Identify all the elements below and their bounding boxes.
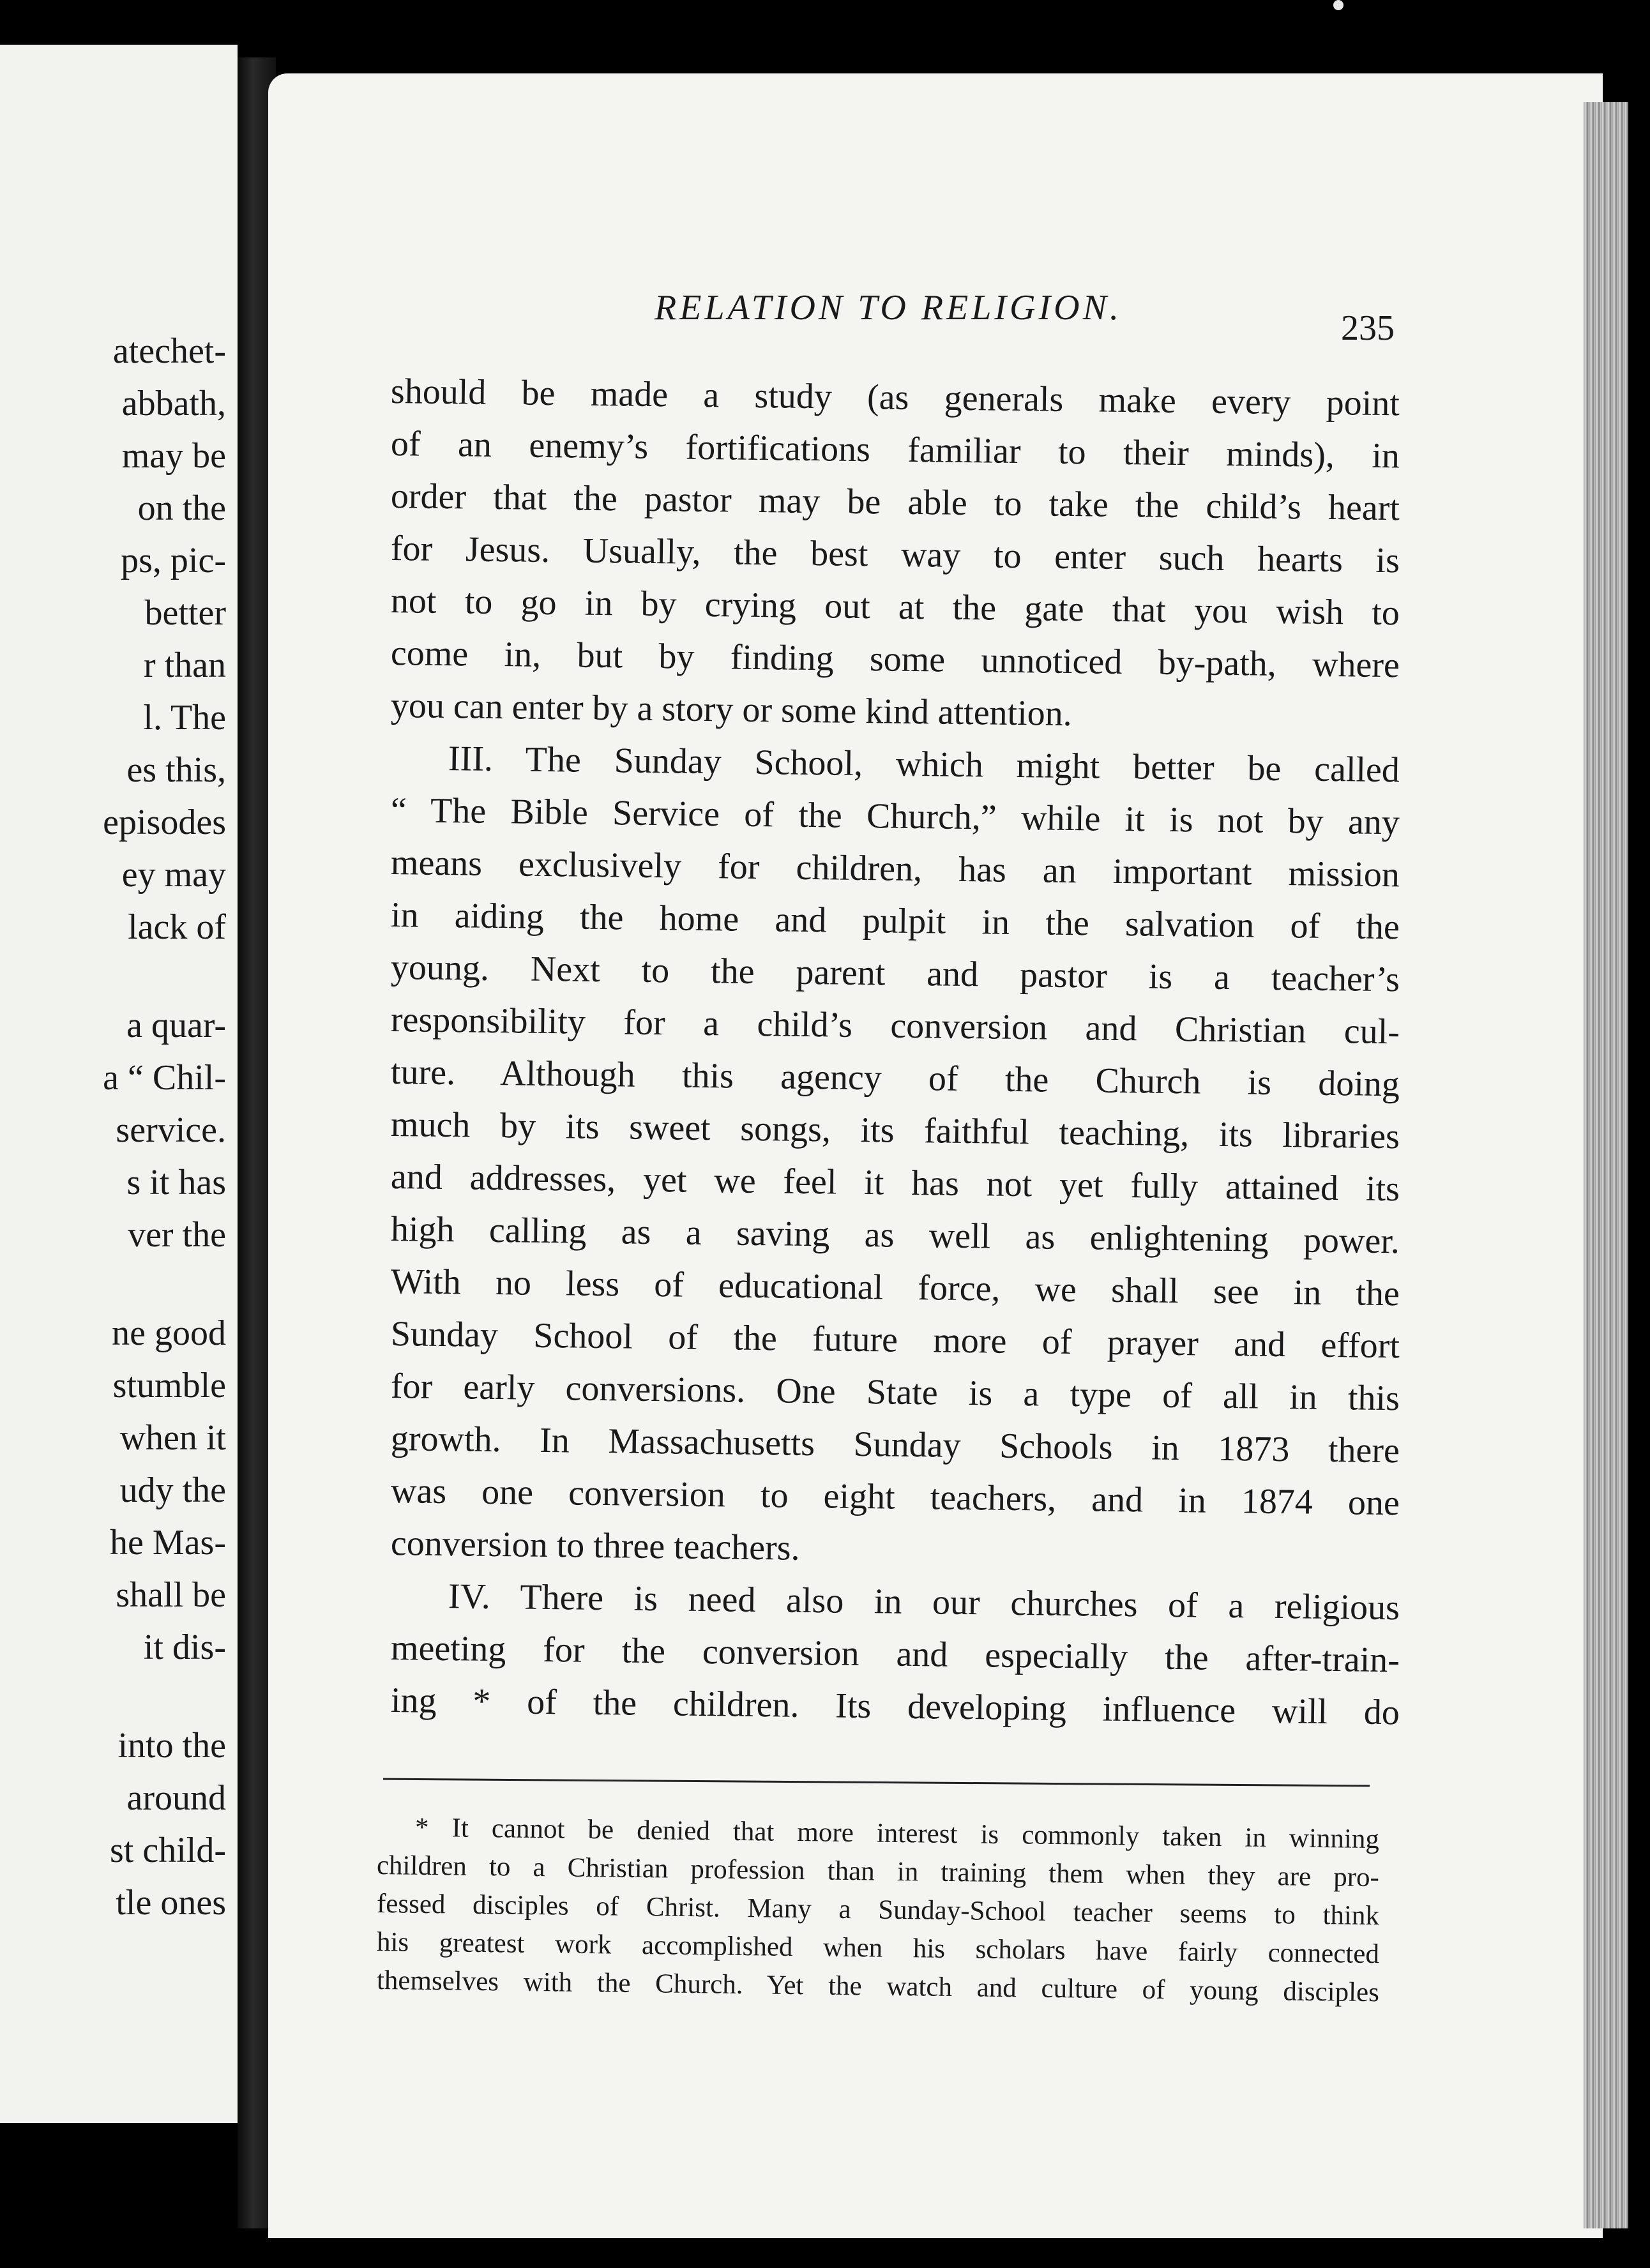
left-page-line: into the [117, 1726, 226, 1765]
scan-speck [1333, 0, 1343, 10]
body-line: III. The Sunday School, which might better be called [448, 739, 1400, 790]
page-edges [1584, 102, 1628, 2228]
left-page-line: around [126, 1778, 226, 1818]
body-line: you can enter by a story or some kind attention. [390, 686, 1073, 734]
left-page-line: tle ones [116, 1883, 226, 1923]
body-line: come in, but by finding some unnoticed by-path, where [390, 633, 1400, 686]
body-line: Sunday School of the future more of prayer and effort [390, 1314, 1400, 1366]
footnote [376, 1808, 1380, 2008]
left-page-line: episodes [103, 803, 226, 842]
body-line: ing * of the children. Its developing influence will do [390, 1681, 1400, 1733]
left-page-line: shall be [116, 1575, 226, 1615]
left-page-line: it dis- [143, 1628, 226, 1667]
body-line: With no less of educational force, we shall see in the [390, 1262, 1400, 1314]
footnote-line: fessed disciples of Christ. Many a Sunday-School teacher seems to think [376, 1889, 1380, 1932]
body-line: growth. In Massachusetts Sunday Schools in 1873 there [390, 1419, 1400, 1471]
left-page-line: ps, pic- [121, 541, 226, 580]
left-page-line: abbath, [121, 384, 226, 423]
left-page-line: on the [137, 488, 226, 528]
body-line: of an enemy’s fortifications familiar to their minds), in [390, 424, 1400, 476]
body-line: IV. There is need also in our churches of a religious [448, 1576, 1400, 1628]
left-page-line: may be [121, 436, 226, 476]
left-page-line: stumble [112, 1366, 226, 1405]
left-page-line: es this, [126, 750, 226, 790]
body-line: much by its sweet songs, its faithful teaching, its libraries [390, 1105, 1400, 1157]
body-line: for early conversions. One State is a type of all in this [390, 1366, 1400, 1419]
body-text [390, 365, 1400, 1733]
body-line: responsibility for a child’s conversion and Christian cul- [390, 1000, 1400, 1052]
body-line: “ The Bible Service of the Church,” while it is not by any [390, 790, 1400, 843]
left-page-line: when it [119, 1418, 226, 1458]
body-line: for Jesus. Usually, the best way to enter such hearts is [390, 529, 1400, 581]
body-line: in aiding the home and pulpit in the salvation of the [390, 895, 1400, 948]
left-page-line: better [144, 593, 226, 633]
footnote-line: themselves with the Church. Yet the watch and culture of young disciples [376, 1965, 1380, 2008]
body-line: means exclusively for children, has an important mission [390, 843, 1400, 895]
body-line: conversion to three teachers. [390, 1523, 800, 1568]
left-page-line: ne good [112, 1313, 226, 1353]
left-page-line: lack of [128, 907, 226, 947]
left-page-line: service. [116, 1110, 226, 1150]
running-head: RELATION TO RELIGION. [655, 288, 1122, 328]
page-number: 235 [1341, 308, 1395, 348]
left-page-line: r than [143, 646, 226, 685]
body-line: was one conversion to eight teachers, and in 1874 one [390, 1471, 1400, 1523]
left-page-line: s it has [126, 1163, 226, 1202]
body-line: should be made a study (as generals make every point [390, 372, 1400, 424]
left-page-line: a “ Chil- [103, 1058, 226, 1098]
left-page-line: atechet- [112, 331, 226, 371]
footnote-line: children to a Christian profession than in training them when they are pro- [376, 1850, 1380, 1893]
body-line: high calling as a saving as well as enlightening power. [390, 1209, 1400, 1262]
footnote-line: * It cannot be denied that more interest is commonly taken in winning [414, 1812, 1380, 1855]
body-line: not to go in by crying out at the gate that you wish to [390, 581, 1400, 633]
left-page-line: ver the [128, 1215, 226, 1255]
left-page-line: a quar- [126, 1006, 226, 1045]
left-page-line: ey may [121, 855, 226, 895]
body-line: order that the pastor may be able to take the child’s heart [390, 476, 1400, 529]
left-page-line: he Mas- [110, 1523, 226, 1562]
left-page-line: udy the [119, 1470, 226, 1510]
left-page [0, 45, 238, 2123]
body-line: ture. Although this agency of the Church is doing [390, 1052, 1400, 1105]
body-line: meeting for the conversion and especially the after-train- [390, 1628, 1400, 1681]
body-line: young. Next to the parent and pastor is a teacher’s [390, 948, 1400, 1000]
footnote-line: his greatest work accomplished when his scholars have fairly connected [376, 1927, 1380, 1970]
left-page-line: l. The [143, 698, 226, 737]
body-line: and addresses, yet we feel it has not yet fully attained its [390, 1157, 1400, 1209]
left-page-line: st child- [110, 1831, 226, 1870]
